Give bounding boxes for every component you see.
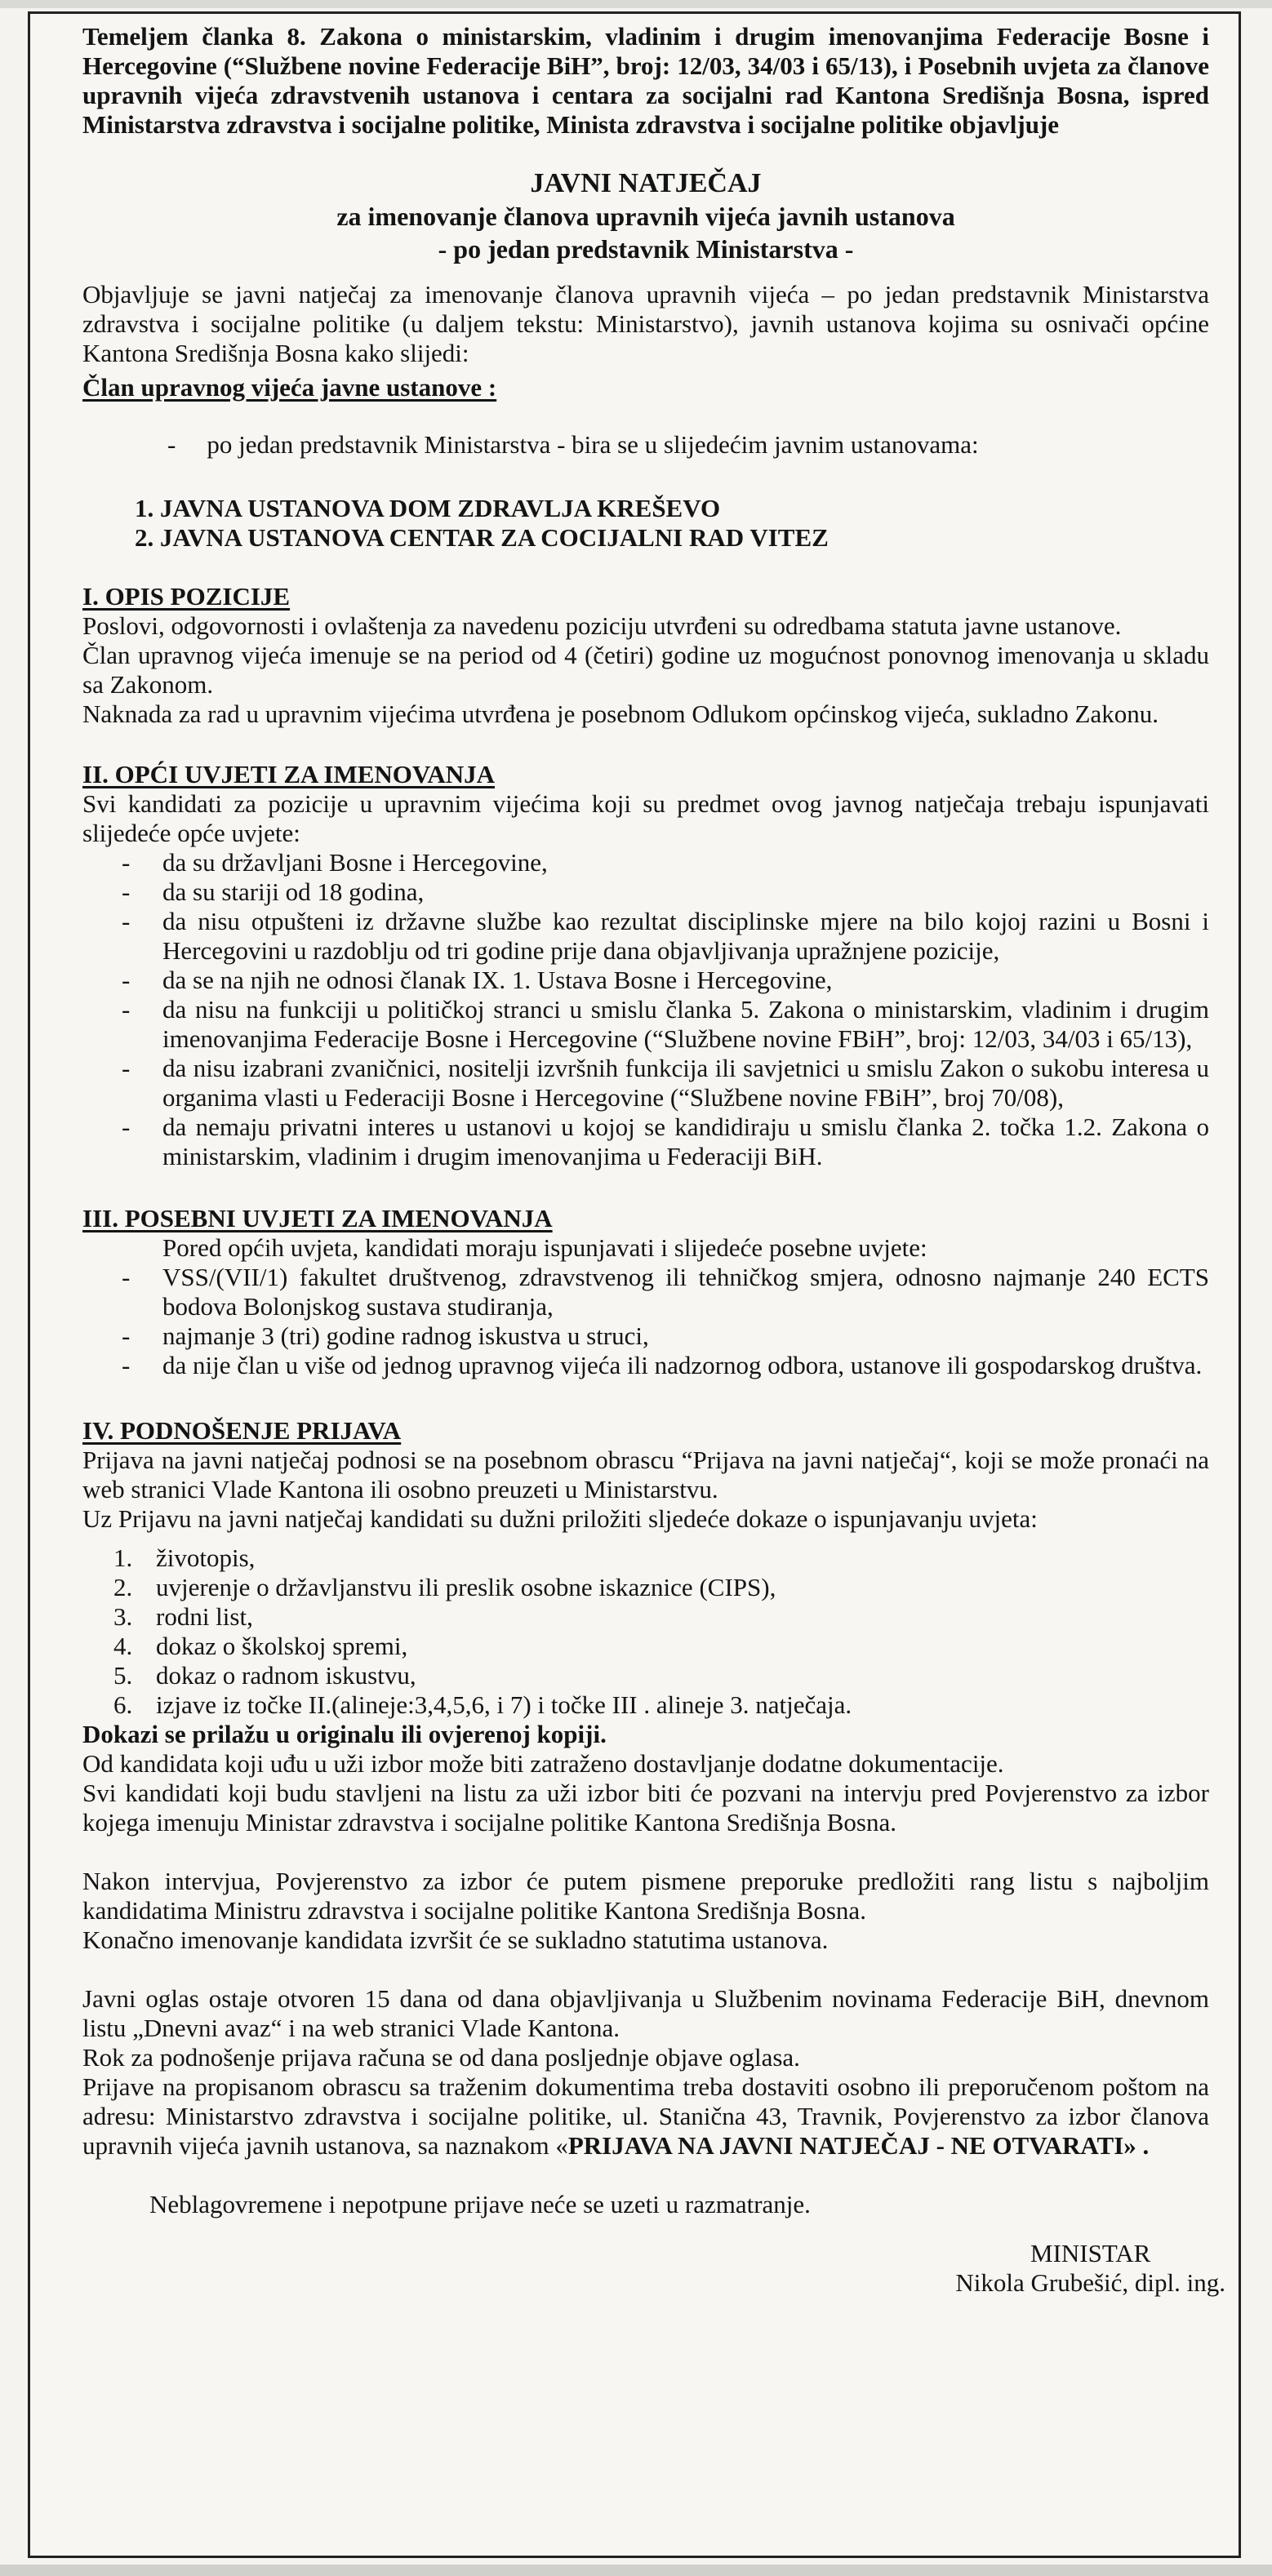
list-item: - da nemaju privatni interes u ustanovi u kojoj se kandidiraju u smislu članka 2. točka 1.2. Zakona o ministarskim, vladinim i drugim imenovanjima u Federaciji BiH. — [82, 1113, 1209, 1171]
list-item: 6. izjave iz točke II.(alineje:3,4,5,6, i 7) i točke III . alineje 3. natječaja. — [113, 1690, 852, 1719]
section-4-paragraph: Konačno imenovanje kandidata izvršit će se sukladno statutima ustanova. — [82, 1925, 829, 1954]
section-4-paragraph: Rok za podnošenje prijava računa se od dana posljednje objave oglasa. — [82, 2043, 800, 2072]
notice-body — [82, 22, 1225, 2337]
list-item: 3. rodni list, — [113, 1602, 253, 1631]
section-1-heading: I. OPIS POZICIJE — [82, 582, 291, 611]
required-documents-list — [82, 1543, 1209, 1720]
list-item: - da su državljani Bosne i Hercegovine, — [82, 848, 1209, 877]
notice-subtitle: za imenovanje članova upravnih vijeća javnih ustanova — [336, 202, 955, 231]
originals-note: Dokazi se prilažu u originalu ili ovjerenoj kopiji. — [82, 1720, 607, 1748]
preamble: Temeljem članka 8. Zakona o ministarskim, vladinim i drugim imenovanjima Federacije Bosne i Hercegovine (“Službene novine Federacije BiH”, broj: 12/03, 34/03 i 65/13), i Posebnih uvjeta za članove upravnih vijeća zdravstvenih ustanova i centara za socijalni rad Kantona Središnja Bosna, ispred Ministarstva zdravstva i socijalne politike, Minista zdravstva i socijalne politike objavljuje — [82, 22, 1209, 139]
notice-subtitle-2: - po jedan predstavnik Ministarstva - — [438, 234, 854, 264]
list-item: - da su stariji od 18 godina, — [82, 877, 1209, 907]
general-conditions-list — [82, 848, 1209, 1171]
signature-name: Nikola Grubešić, dipl. ing. — [955, 2268, 1225, 2297]
intro-paragraph: Objavljuje se javni natječaj za imenovanje članova upravnih vijeća – po jedan predstavnik Ministarstva zdravstva i socijalne politike (u daljem tekstu: Ministarstvo), javnih ustanova kojima su osnivači općine Kantona Središnja Bosna kako slijedi: — [82, 280, 1209, 367]
list-item: - VSS/(VII/1) fakultet društvenog, zdravstvenog ili tehničkog smjera, odnosno najmanje 240 ECTS bodova Bolonjskog sustava studiranja, — [82, 1263, 1209, 1321]
section-4-paragraph: Prijava na javni natječaj podnosi se na posebnom obrascu “Prijava na javni natječaj“, koji se može pronaći na web stranici Vlade Kantona ili osobno preuzeti u Ministarstvu. — [82, 1446, 1209, 1503]
signature-role: MINISTAR — [1030, 2239, 1151, 2267]
special-conditions-list — [82, 1263, 1209, 1380]
submission-address: Prijave na propisanom obrascu sa traženim dokumentima treba dostaviti osobno ili preporučenom poštom na adresu: Ministarstvo zdravstva i socijalne politike, ul. Stanična 43, Travnik, Povjerenstvo za izbor članova upravnih vijeća javnih ustanova, sa naznakom «PRIJAVA NA JAVNI NATJEČAJ - NE OTVARATI» . — [82, 2072, 1209, 2160]
section-2-intro: Svi kandidati za pozicije u upravnim vijećima koji su predmet ovog javnog natječaja trebaju ispunjavati slijedeće opće uvjete: — [82, 789, 1209, 847]
section-3-heading: III. POSEBNI UVJETI ZA IMENOVANJA — [82, 1204, 553, 1232]
section-2-heading: II. OPĆI UVJETI ZA IMENOVANJA — [82, 760, 495, 788]
list-item: - najmanje 3 (tri) godine radnog iskustva u struci, — [82, 1321, 1209, 1351]
member-line: - po jedan predstavnik Ministarstva - bira se u slijedećim javnim ustanovama: — [167, 430, 979, 459]
institution-list — [82, 494, 1209, 553]
section-4-paragraph: Svi kandidati koji budu stavljeni na listu za uži izbor biti će pozvani na intervju pred Povjerenstvo za izbor kojega imenuju Ministar zdravstva i socijalne politike Kantona Središnja Bosna. — [82, 1779, 1209, 1837]
section-4-paragraph: Od kandidata koji uđu u uži izbor može biti zatraženo dostavljanje dodatne dokumentacije. — [82, 1749, 1004, 1778]
list-item: 5. dokaz o radnom iskustvu, — [113, 1661, 416, 1690]
signature-block — [82, 2239, 1225, 2337]
notice-frame — [28, 11, 1241, 2558]
list-item: - da nisu na funkciji u političkoj stranci u smislu članka 5. Zakona o ministarskim, vladinim i drugim imenovanjima Federacije Bosne i Hercegovine (“Službene novine FBiH”, broj: 12/03, 34/03 i 65/13), — [82, 995, 1209, 1054]
list-item: - da nisu otpušteni iz državne službe kao rezultat disciplinske mjere na bilo kojoj razini u Bosni i Hercegovini u razdoblju od tri godine prije dana objavljivanja upražnjene pozicije, — [82, 907, 1209, 966]
member-line-text: po jedan predstavnik Ministarstva - bira se u slijedećim javnim ustanovama: — [207, 430, 979, 459]
institution-item: 2. JAVNA USTANOVA CENTAR ZA COCIJALNI RAD VITEZ — [135, 523, 829, 552]
section-4-paragraph: Javni oglas ostaje otvoren 15 dana od dana objavljivanja u Službenim novinama Federacije BiH, dnevnom listu „Dnevni avaz“ i na web stranici Vlade Kantona. — [82, 1984, 1209, 2042]
page-bottom-edge — [0, 2565, 1272, 2576]
list-item: 1. životopis, — [113, 1543, 256, 1572]
section-4-heading: IV. PODNOŠENJE PRIJAVA — [82, 1416, 402, 1445]
list-item: - da nisu izabrani zvaničnici, nositelji izvršnih funkcija ili savjetnici u smislu Zakon o sukobu interesa u organima vlasti u Federaciji Bosne i Hercegovine (“Službene novine FBiH”, broj 70/08), — [82, 1054, 1209, 1113]
section-1-paragraph: Član upravnog vijeća imenuje se na period od 4 (četiri) godine uz mogućnost ponovnog imenovanja u skladu sa Zakonom. — [82, 641, 1209, 699]
notice-title: JAVNI NATJEČAJ — [530, 168, 762, 198]
institution-item: 1. JAVNA USTANOVA DOM ZDRAVLJA KREŠEVO — [135, 494, 721, 522]
member-heading: Član upravnog vijeća javne ustanove : — [82, 373, 497, 402]
section-4-paragraph: Uz Prijavu na javni natječaj kandidati su dužni priložiti sljedeće dokaze o ispunjavanju uvjeta: — [82, 1504, 1038, 1533]
list-item: 2. uvjerenje o državljanstvu ili preslik osobne iskaznice (CIPS), — [113, 1573, 776, 1601]
closing-note: Neblagovremene i nepotpune prijave neće se uzeti u razmatranje. — [149, 2190, 811, 2218]
section-4-paragraph: Nakon intervjua, Povjerenstvo za izbor će putem pismene preporuke predložiti rang listu s najboljim kandidatima Ministru zdravstva i socijalne politike Kantona Središnja Bosna. — [82, 1867, 1209, 1925]
list-item: - da nije član u više od jednog upravnog vijeća ili nadzornog odbora, ustanove ili gospodarskog društva. — [82, 1351, 1209, 1380]
list-item: - da se na njih ne odnosi članak IX. 1. Ustava Bosne i Hercegovine, — [82, 966, 1209, 995]
envelope-marking: PRIJAVA NA JAVNI NATJEČAJ - NE OTVARATI — [567, 2131, 1124, 2160]
page-top-edge — [0, 0, 1272, 8]
signature — [955, 2239, 1225, 2298]
section-3-intro: Pored općih uvjeta, kandidati moraju ispunjavati i slijedeće posebne uvjete: — [162, 1233, 927, 1262]
section-1-paragraph: Poslovi, odgovornosti i ovlaštenja za navedenu poziciju utvrđeni su odredbama statuta javne ustanove. — [82, 611, 1122, 640]
list-item: 4. dokaz o školskoj spremi, — [113, 1632, 408, 1660]
section-1-paragraph: Naknada za rad u upravnim vijećima utvrđena je posebnom Odlukom općinskog vijeća, sukladno Zakonu. — [82, 700, 1159, 728]
